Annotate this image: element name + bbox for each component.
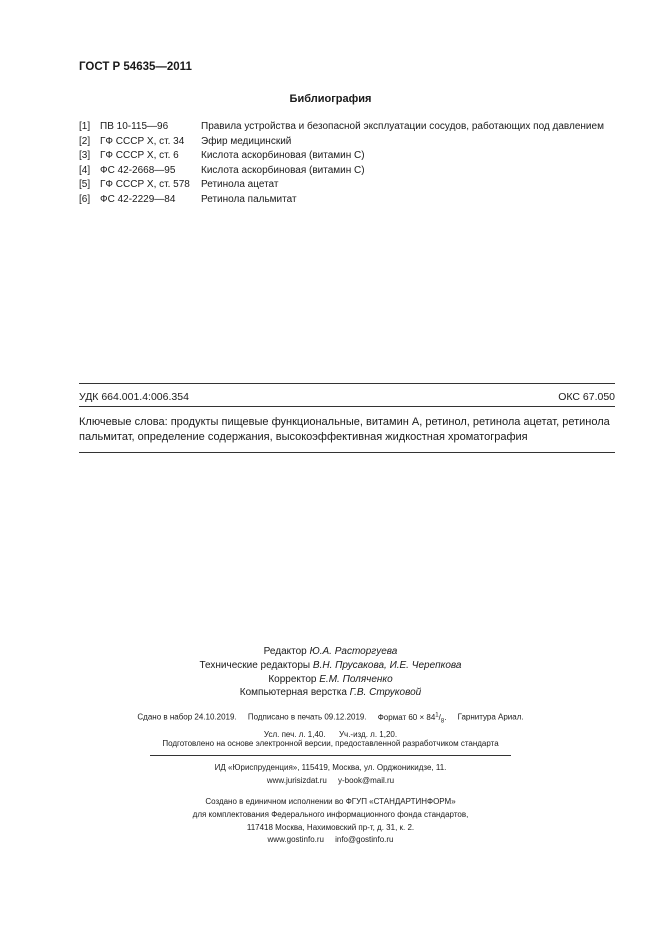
reference-number: [1] xyxy=(79,121,91,132)
producer-line-3: 117418 Москва, Нахимовский пр-т, д. 31, к. 2. xyxy=(246,822,415,832)
print-line-1 xyxy=(0,709,661,728)
format-prefix: Формат 60 × 84 xyxy=(377,712,436,722)
reference-code: ГФ СССР X, ст. 578 xyxy=(100,179,190,191)
editor-name: Ю.А. Расторгуева xyxy=(309,646,398,657)
reference-code: ФС 42-2229—84 xyxy=(100,193,176,205)
reference-number: [6] xyxy=(79,193,91,205)
reference-number: [2] xyxy=(79,135,91,147)
divider-bottom xyxy=(79,452,615,453)
format-info: Формат $60 \times 84^1/_8$. xyxy=(377,712,447,725)
reference-name: Кислота аскорбиновая (витамин С) xyxy=(201,164,365,176)
reference-number: [3] xyxy=(79,150,91,162)
reference-number: [5] xyxy=(79,179,91,191)
reference-code: ГФ СССР X, ст. 6 xyxy=(100,150,179,162)
reference-code: ПВ 10-115—96 xyxy=(100,121,169,132)
oks-code: ОКС 67.050 xyxy=(558,391,615,403)
tech-editors-names: В.Н. Прусакова, И.Е. Черепкова xyxy=(312,659,462,671)
divider-middle xyxy=(79,406,615,407)
reference-code: ФС 42-2668—95 xyxy=(100,164,176,176)
producer-contacts: www.gostinfo.ru info@gostinfo.ru xyxy=(267,835,394,845)
tech-editors-label: Технические редакторы xyxy=(199,659,311,671)
format-numerator: 1 xyxy=(435,712,439,718)
reference-number: [4] xyxy=(79,164,91,176)
producer-line-2: для комплектования Федерального информационного фонда стандартов, xyxy=(192,809,469,819)
bibliography-title: Библиография xyxy=(289,93,372,105)
editor-line xyxy=(0,645,661,659)
credits-block xyxy=(0,645,661,700)
reference-code: ГФ СССР X, ст. 34 xyxy=(100,135,185,147)
publisher-address: ИД «Юриспруденция», 115419, Москва, ул. Орджоникидзе, 11. xyxy=(214,763,447,772)
tech-editors-line xyxy=(0,659,661,673)
publisher-contacts: www.jurisizdat.ru y-book@mail.ru xyxy=(266,775,395,785)
publishing-sheets: Уч.-изд. л. 1,20. xyxy=(338,730,398,740)
keywords: Ключевые слова: продукты пищевые функциональные, витамин А, ретинол, ретинола ацетат, ретинола пальмитат, определение содержания, высокоэффективная жидкостная хроматография xyxy=(79,416,610,443)
publisher-block xyxy=(0,762,661,788)
divider-top xyxy=(79,383,615,384)
udc-code: УДК 664.001.4:006.354 xyxy=(79,391,189,403)
reference-name: Правила устройства и безопасной эксплуатации сосудов, работающих под давлением xyxy=(201,121,604,132)
editor-label: Редактор xyxy=(263,646,307,657)
layout-line xyxy=(0,686,661,700)
print-sheets: Усл. печ. л. 1,40. xyxy=(263,730,326,740)
layout-label: Компьютерная верстка xyxy=(239,687,347,699)
reference-name: Ретинола ацетат xyxy=(201,179,279,191)
producer-line-1: Создано в единичном исполнении во ФГУП «СТАНДАРТИНФОРМ» xyxy=(205,797,456,806)
document-id: ГОСТ Р 54635—2011 xyxy=(79,61,192,73)
corrector-name: Е.М. Поляченко xyxy=(319,673,393,685)
sent-date: Сдано в набор 24.10.2019. xyxy=(137,712,237,722)
layout-name: Г.В. Струковой xyxy=(349,687,422,699)
corrector-label: Корректор xyxy=(268,673,317,685)
format-denominator: 8 xyxy=(440,718,445,725)
corrector-line xyxy=(0,673,661,687)
divider-publisher xyxy=(150,755,511,756)
reference-name: Эфир медицинский xyxy=(201,135,292,147)
prepared-note: Подготовлено на основе электронной версии, предоставленной разработчиком стандарта xyxy=(162,739,499,748)
reference-name: Кислота аскорбиновая (витамин С) xyxy=(201,150,365,162)
reference-name: Ретинола пальмитат xyxy=(201,193,297,205)
producer-block xyxy=(0,796,661,847)
font-info: Гарнитура Ариал. xyxy=(457,712,524,722)
signed-date: Подписано в печать 09.12.2019. xyxy=(247,712,367,722)
print-info xyxy=(0,709,661,741)
